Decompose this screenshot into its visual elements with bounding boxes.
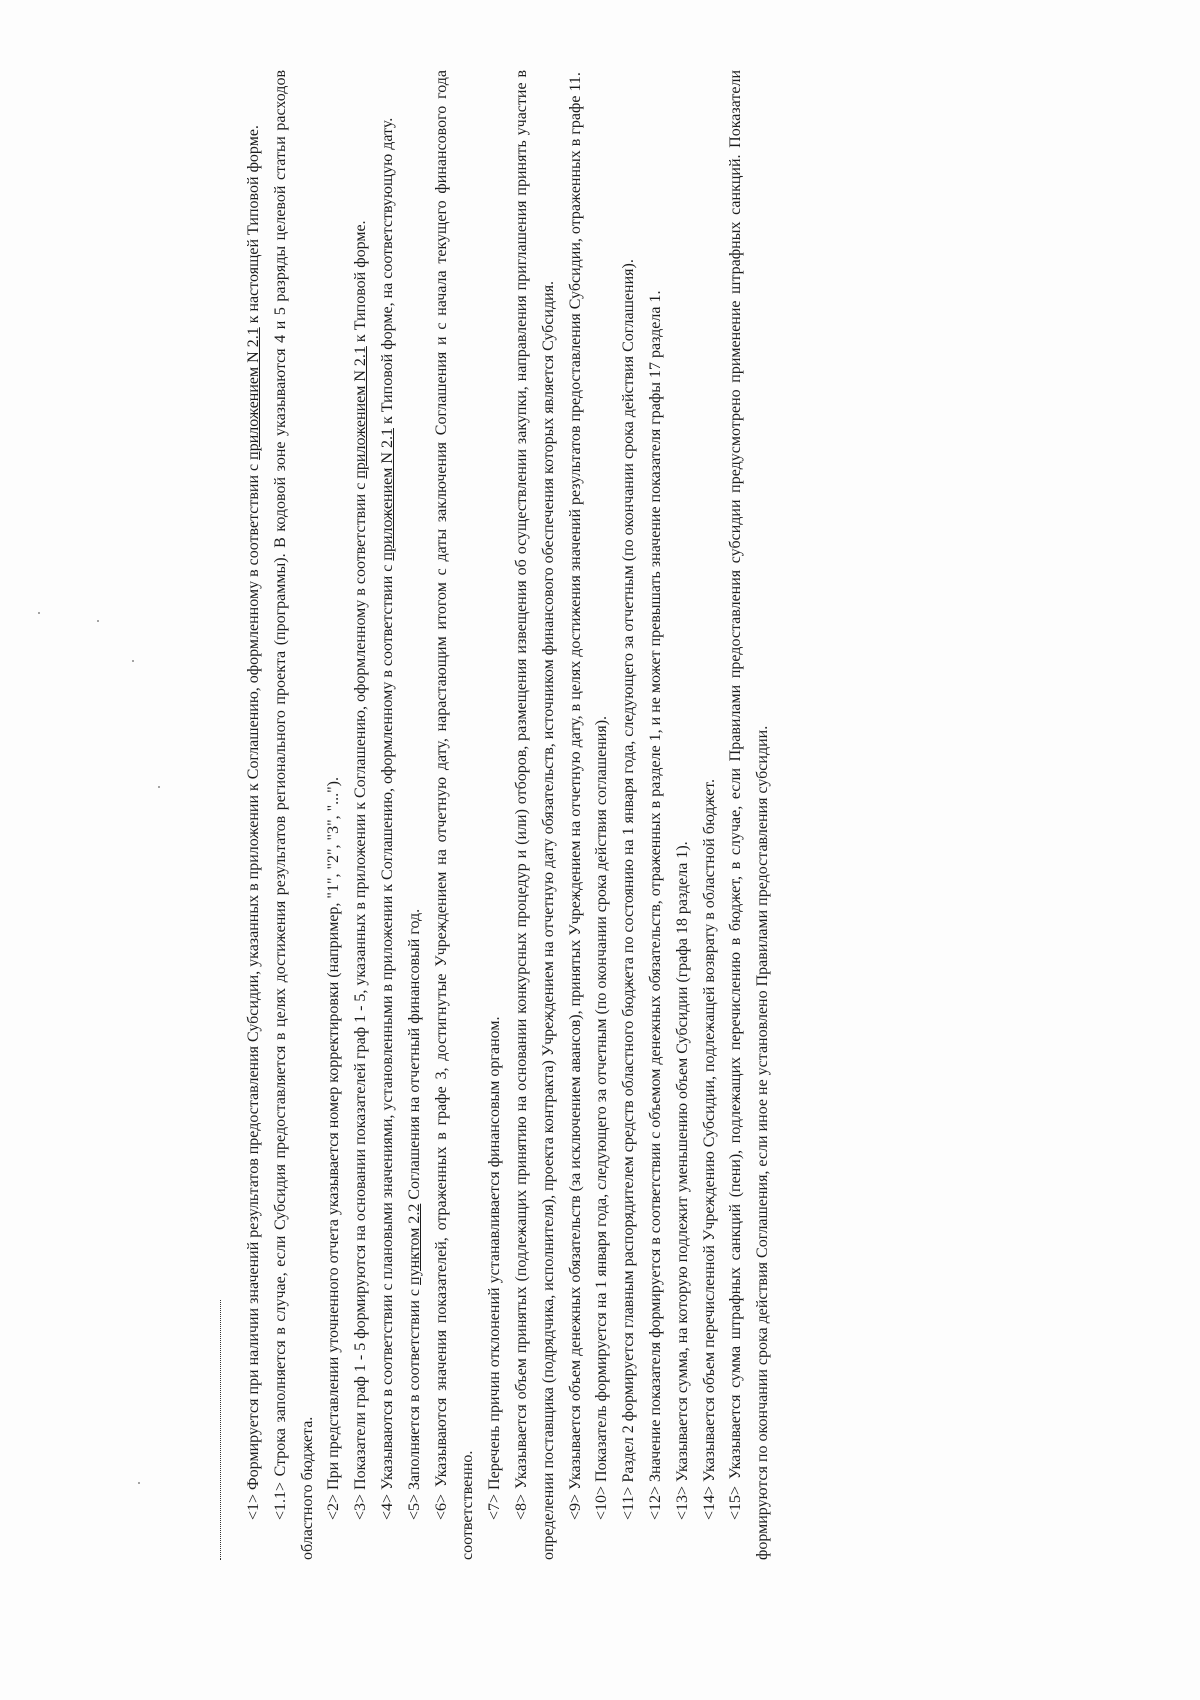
footnote-mark: <4> xyxy=(378,1493,396,1520)
footnote-mark: <7> xyxy=(486,1493,504,1520)
footnote-mark: <13> xyxy=(673,1485,691,1520)
footnote-text: Показатель формируется на 1 января года, следующего за отчетным (по окончании срока действия соглашения). xyxy=(593,715,611,1482)
footnote-text: Формируется при наличии значений результатов предоставления Субсидии, указанных в приложении к Соглашению, оформленному в соответствии с xyxy=(245,459,262,1490)
footnote-item xyxy=(616,70,643,1560)
footnote-mark: <6> xyxy=(432,1493,450,1520)
footnote-item xyxy=(723,70,777,1560)
scan-speck xyxy=(158,786,160,788)
footnote-item xyxy=(670,70,697,1560)
footnote-text: Перечень причин отклонений устанавливается финансовым органом. xyxy=(486,1016,504,1490)
footnote-item xyxy=(589,70,616,1560)
footnote-mark: <11> xyxy=(620,1486,638,1520)
footnote-text: Строка заполняется в случае, если Субсидия предоставляется в целях достижения результатов регионального проекта (программы). В кодовой зоне указываются 4 и 5 разряды целевой статьи расходов областного бюджета. xyxy=(271,69,316,1560)
footnote-text: Указывается сумма, на которую подлежит уменьшению объем Субсидии (графа 18 раздела 1). xyxy=(673,841,691,1482)
footnote-item xyxy=(482,70,509,1560)
footnote-item xyxy=(268,70,322,1560)
footnote-item xyxy=(321,70,348,1560)
footnote-mark: <15> xyxy=(727,1485,745,1520)
scan-speck xyxy=(38,612,40,614)
footnote-item xyxy=(241,70,268,1560)
footnote-mark: <10> xyxy=(593,1485,611,1520)
footnote-text: Заполняется в соответствии с xyxy=(405,1284,423,1490)
footnote-item xyxy=(697,70,724,1560)
footnote-text: Указываются значения показателей, отраженных в графе 3, достигнутые Учреждением на отчетную дату, нарастающим итогом с даты заключения Соглашения и с начала текущего финансового года соответственно. xyxy=(432,69,477,1560)
footnote-text: Указывается сумма штрафных санкций (пени), подлежащих перечислению в бюджет, в случае, если Правилами предоставления субсидии предусмотрено применение штрафных санкций. Показатели формируются по окончании срока действия Соглашения, если иное не установлено Правилами предоставления субсидии. xyxy=(727,69,772,1560)
footnote-item xyxy=(375,70,402,1560)
footnote-text: Значение показателя формируется в соответствии с объемом денежных обязательств, отраженных в разделе 1, и не может превышать значение показателя графы 17 раздела 1. xyxy=(646,290,664,1482)
footnotes-block xyxy=(220,70,1000,1560)
footnote-mark: <1.1> xyxy=(271,1481,289,1520)
footnote-text: Показатели граф 1 - 5 формируются на основании показателей граф 1 - 5, указанных в приложении к Соглашению, оформленному в соответствии с xyxy=(352,478,370,1490)
footnote-text: к настоящей Типовой форме. xyxy=(245,125,262,328)
scan-speck xyxy=(138,1482,140,1484)
footnote-mark: <8> xyxy=(512,1493,530,1520)
footnote-item xyxy=(509,70,563,1560)
footnote-text: Указывается объем перечисленной Учреждению Субсидии, подлежащей возврату в областной бюджет. xyxy=(700,779,718,1482)
footnote-item xyxy=(348,70,375,1560)
footnote-mark: <3> xyxy=(352,1493,370,1520)
appendix-link[interactable]: приложением N 2.1 xyxy=(245,327,262,460)
scan-speck xyxy=(132,660,134,662)
footnote-text: к Типовой форме. xyxy=(352,220,370,347)
footnote-mark: <5> xyxy=(405,1493,423,1520)
appendix-link[interactable]: приложением N 2.1 xyxy=(352,346,370,479)
footnote-mark: <1> xyxy=(245,1493,262,1520)
footnote-text: Указывается объем принятых (подлежащих принятию на основании конкурсных процедур и (или) отборов, размещения извещения об осуществлении закупки, направления приглашения принять участие в определении поставщика (подрядчика, исполнителя), проекта контракта) Учреждением на отчетную дату обязательств, источником финансового обеспечения которых является Субсидия. xyxy=(512,69,557,1560)
appendix-link[interactable]: приложением N 2.1 xyxy=(378,428,396,561)
footnote-item xyxy=(643,70,670,1560)
footnote-text: Соглашения на отчетный финансовый год. xyxy=(405,908,423,1204)
footnote-text: Указывается объем денежных обязательств (за исключением авансов), принятых Учреждением на отчетную дату, в целях достижения значений результатов предоставления Субсидии, отраженных в графе 11. xyxy=(566,72,584,1490)
footnote-item xyxy=(402,70,429,1560)
footnote-text: к Типовой форме, на соответствующую дату. xyxy=(378,117,396,429)
footnote-text: При представлении уточненного отчета указывается номер корректировки (например, "1", "2", "3", "..."). xyxy=(325,776,343,1490)
footnote-mark: <12> xyxy=(646,1485,664,1520)
footnote-text: Указываются в соответствии с плановыми значениями, установленными в приложении к Соглашению, оформленному в соответствии с xyxy=(378,560,396,1490)
footnote-separator xyxy=(220,1300,221,1560)
footnote-item xyxy=(429,70,483,1560)
scan-speck xyxy=(97,620,99,622)
appendix-link[interactable]: пунктом 2.2 xyxy=(405,1203,423,1285)
footnote-item xyxy=(563,70,590,1560)
footnote-text: Раздел 2 формируется главным распорядителем средств областного бюджета по состоянию на 1 января года, следующего за отчетным (по окончании срока действия Соглашения). xyxy=(620,259,638,1483)
footnote-mark: <14> xyxy=(700,1485,718,1520)
footnote-mark: <9> xyxy=(566,1493,584,1520)
footnote-mark: <2> xyxy=(325,1493,343,1520)
